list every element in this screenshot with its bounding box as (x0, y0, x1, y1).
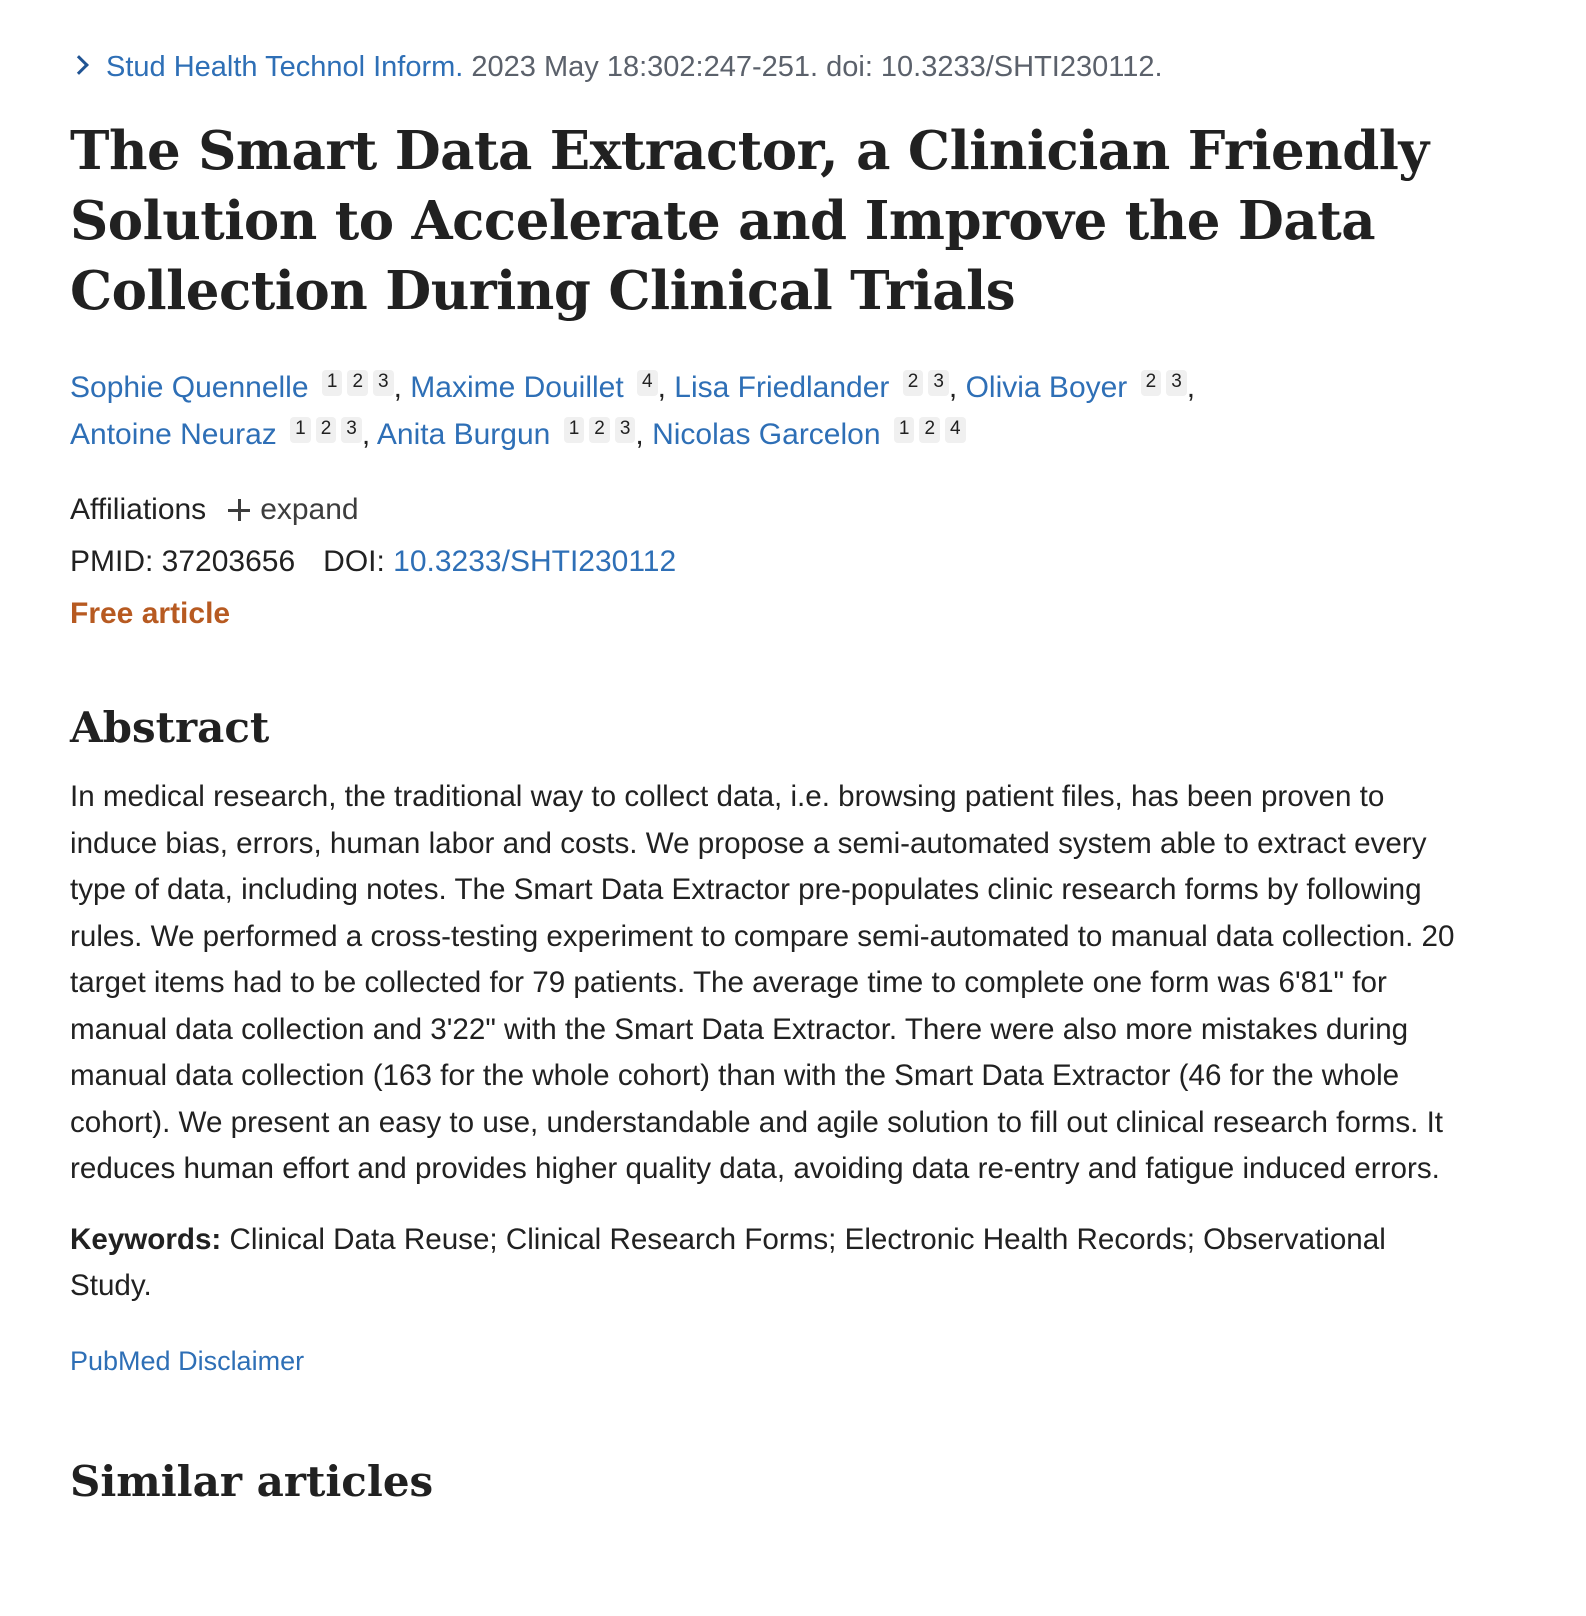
affiliation-ref[interactable]: 4 (637, 370, 658, 396)
author-link[interactable]: Maxime Douillet (410, 371, 624, 404)
author-separator: , (657, 371, 675, 404)
similar-articles-heading: Similar articles (70, 1456, 434, 1506)
affiliation-ref[interactable]: 2 (589, 417, 610, 443)
affiliation-ref[interactable]: 4 (945, 417, 966, 443)
affiliation-ref[interactable]: 2 (316, 417, 337, 443)
author-item (652, 418, 966, 451)
keywords-label: Keywords: (70, 1222, 222, 1256)
author-separator: , (361, 418, 377, 451)
author-link[interactable]: Olivia Boyer (965, 371, 1128, 404)
pubmed-disclaimer-link[interactable]: PubMed Disclaimer (70, 1345, 305, 1376)
free-article-badge: Free article (70, 597, 231, 630)
author-item (410, 371, 674, 404)
author-list (70, 364, 1470, 458)
keywords (70, 1217, 1470, 1310)
affiliation-ref[interactable]: 1 (290, 417, 311, 443)
affiliation-ref[interactable]: 2 (1141, 370, 1162, 396)
citation-line (70, 40, 1470, 94)
author-separator: , (393, 371, 411, 404)
doi-link[interactable]: 10.3233/SHTI230112 (393, 545, 677, 578)
abstract-text: In medical research, the traditional way to collect data, i.e. browsing patient files, has been proven to induce bias, errors, human labor and costs. We propose a semi-automated system able to extract every type of data, including notes. The Smart Data Extractor pre-populates clinic research forms by following rules. We performed a cross-testing experiment to compare semi-automated to manual data collection. 20 target items had to be collected for 79 patients. The average time to complete one form was 6'81" for manual data collection and 3'22" with the Smart Data Extractor. There were also more mistakes during manual data collection (163 for the whole cohort) than with the Smart Data Extractor (46 for the whole cohort). We present an easy to use, understandable and agile solution to fill out clinical research forms. It reduces human effort and provides higher quality data, avoiding data re-entry and fatigue induced errors. (70, 780, 1455, 1185)
author-item (70, 418, 377, 451)
author-separator: , (1186, 371, 1196, 404)
disclaimer (70, 1338, 1470, 1384)
author-separator: , (948, 371, 966, 404)
chevron-right-icon[interactable] (69, 55, 89, 75)
affiliation-ref[interactable]: 3 (615, 417, 636, 443)
author-link[interactable]: Lisa Friedlander (674, 371, 890, 404)
abstract-heading: Abstract (70, 703, 270, 752)
affiliations-toggle (70, 484, 1470, 536)
article-page (70, 40, 1470, 1510)
citation-details: 2023 May 18:302:247-251. doi: 10.3233/SHTI230112. (463, 51, 1163, 83)
plus-icon[interactable] (228, 499, 250, 521)
keywords-text: Clinical Data Reuse; Clinical Research Forms; Electronic Health Records; Observational Study. (70, 1222, 1386, 1302)
pmid-value: 37203656 (161, 545, 296, 578)
affiliation-ref[interactable]: 2 (347, 370, 368, 396)
identifiers-line (70, 536, 1470, 588)
journal-link[interactable]: Stud Health Technol Inform. (106, 51, 464, 83)
author-item (674, 371, 965, 404)
expand-button[interactable]: expand (260, 493, 359, 526)
author-link[interactable]: Anita Burgun (376, 418, 551, 451)
affiliation-ref[interactable]: 1 (564, 417, 585, 443)
author-item (966, 371, 1196, 404)
affiliation-ref[interactable]: 3 (1166, 370, 1187, 396)
doi-label: DOI: (323, 545, 394, 578)
author-separator: , (635, 418, 653, 451)
author-link[interactable]: Antoine Neuraz (70, 418, 277, 451)
affiliation-ref[interactable]: 3 (341, 417, 362, 443)
pmid-label: PMID: (70, 545, 162, 578)
author-item (70, 371, 410, 404)
affiliation-ref[interactable]: 2 (903, 370, 924, 396)
affiliations-label: Affiliations (70, 493, 207, 526)
affiliation-ref[interactable]: 1 (894, 417, 915, 443)
affiliation-ref[interactable]: 1 (322, 370, 343, 396)
author-link[interactable]: Sophie Quennelle (70, 371, 309, 404)
affiliation-ref[interactable]: 3 (373, 370, 394, 396)
affiliation-ref[interactable]: 3 (928, 370, 949, 396)
author-item (377, 418, 652, 451)
article-title: The Smart Data Extractor, a Clinician Friendly Solution to Accelerate and Improve the Data Collection During Clinical Trials (70, 120, 1429, 322)
author-link[interactable]: Nicolas Garcelon (652, 418, 881, 451)
affiliation-ref[interactable]: 2 (919, 417, 940, 443)
